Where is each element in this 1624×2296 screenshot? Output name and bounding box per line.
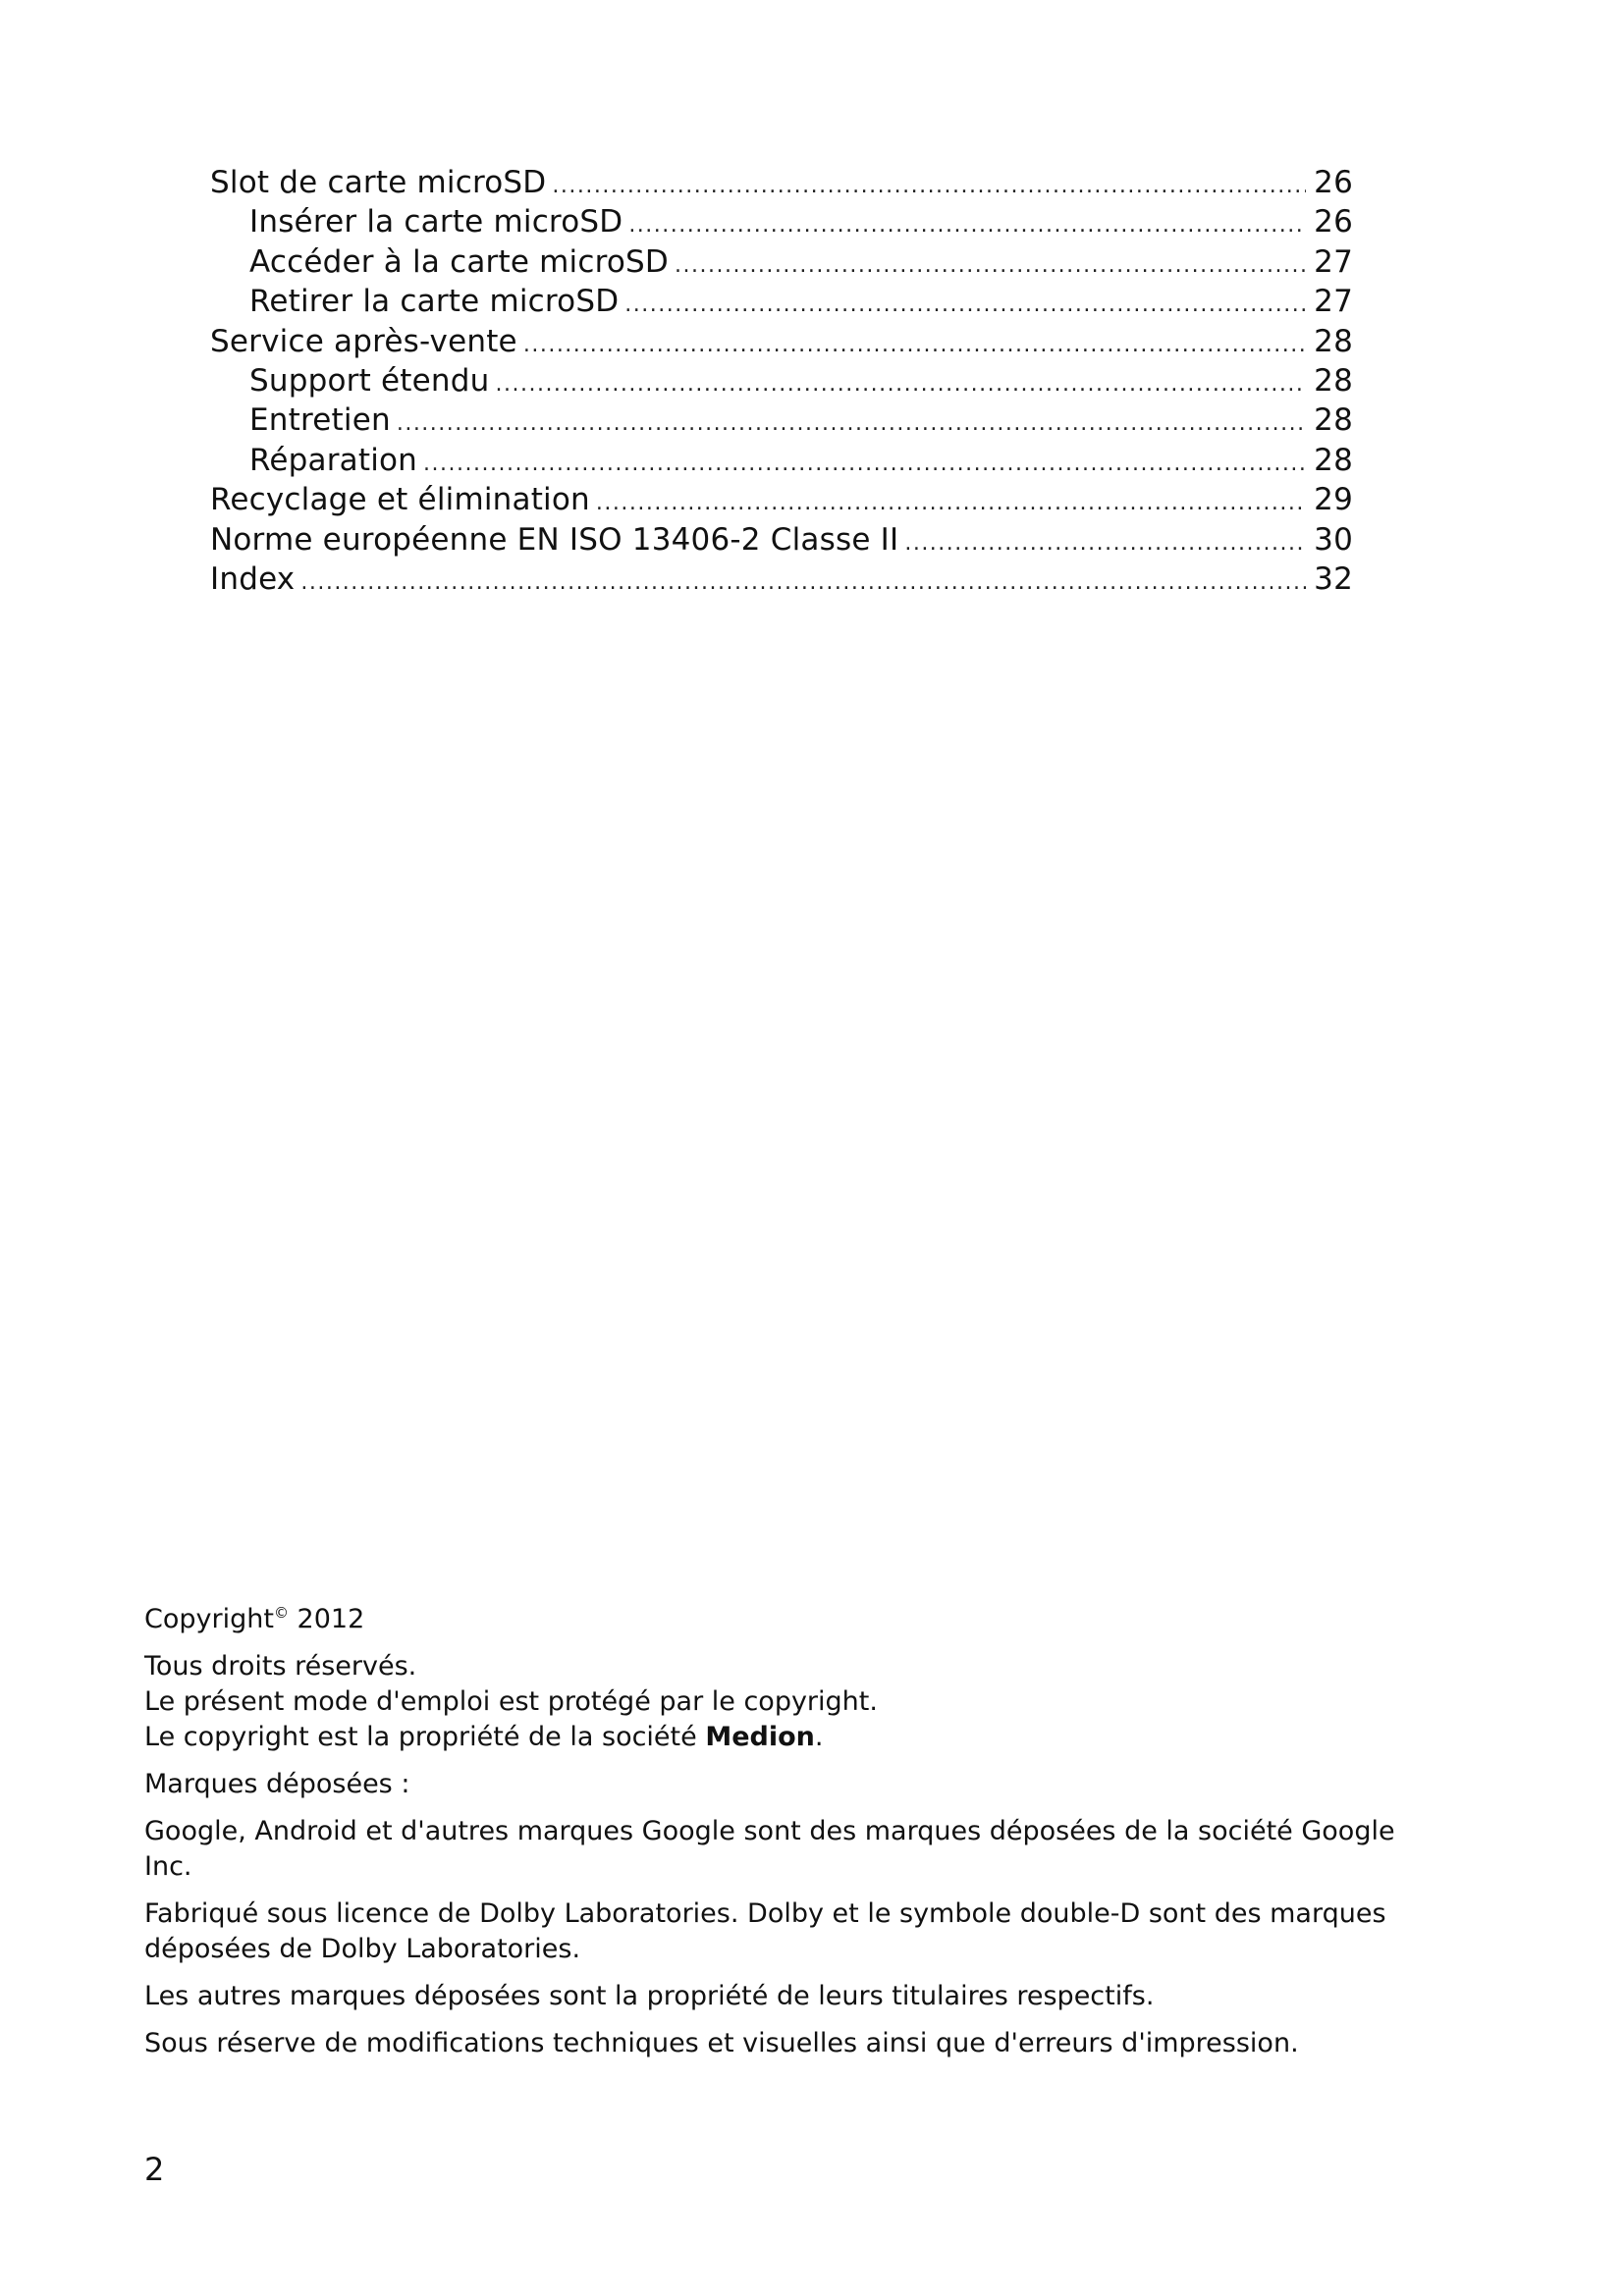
google-trademark-text: Google, Android et d'autres marques Google sont des marques déposées de la société Google Inc. (144, 1816, 1395, 1882)
toc-entry[interactable] (210, 361, 1353, 400)
copyright-year: 2012 (297, 1604, 365, 1634)
toc-entry-title: Retirer la carte microSD (249, 284, 620, 320)
copyright-symbol: © (273, 1604, 289, 1622)
toc-dot-leader (904, 524, 1306, 563)
toc-entry-title: Recyclage et élimination (210, 482, 590, 518)
toc-entry-page: 28 (1314, 442, 1353, 478)
owner-suffix: . (814, 1722, 824, 1752)
toc-entry-title: Entretien (249, 402, 391, 439)
toc-entry[interactable] (210, 202, 1353, 241)
toc-entry[interactable] (210, 520, 1353, 560)
toc-entry[interactable] (210, 480, 1353, 519)
toc-entry-title: Slot de carte microSD (210, 165, 547, 200)
copyright-notice (144, 1602, 1450, 2061)
toc-entry-title: Accéder à la carte microSD (249, 243, 669, 280)
toc-entry[interactable] (210, 282, 1353, 321)
other-trademarks-text: Les autres marques déposées sont la propriété de leurs titulaires respectifs. (144, 1981, 1155, 2011)
toc-dot-leader (624, 286, 1306, 325)
toc-entry[interactable] (210, 400, 1353, 440)
reservation-text: Sous réserve de modifications techniques et visuelles ainsi que d'erreurs d'impression. (144, 2028, 1299, 2058)
toc-entry-page: 29 (1314, 482, 1353, 518)
toc-entry-page: 28 (1314, 362, 1353, 399)
toc-entry-title: Support étendu (249, 362, 490, 399)
toc-entry[interactable] (210, 163, 1353, 202)
owner-line (144, 1720, 1450, 1755)
toc-entry-page: 28 (1314, 402, 1353, 439)
toc-entry[interactable] (210, 322, 1353, 361)
toc-entry-title: Index (210, 561, 296, 597)
owner-brand-name: Medion (705, 1722, 815, 1752)
dolby-trademark-text-line-1: Fabriqué sous licence de Dolby Laboratories. Dolby et le symbole double-D sont des marques (144, 1898, 1386, 1929)
toc-entry-title: Insérer la carte microSD (249, 204, 623, 240)
toc-dot-leader (397, 404, 1306, 444)
toc-dot-leader (675, 246, 1306, 286)
toc-entry-page: 30 (1314, 521, 1353, 558)
rights-reserved-text: Tous droits réservés. (144, 1651, 417, 1682)
table-of-contents (210, 163, 1353, 599)
toc-dot-leader (423, 445, 1306, 484)
toc-entry-page: 28 (1314, 323, 1353, 359)
toc-dot-leader (300, 563, 1306, 603)
owner-prefix: Le copyright est la propriété de la société (144, 1722, 706, 1752)
toc-entry-page: 26 (1314, 204, 1353, 240)
toc-dot-leader (523, 326, 1306, 365)
trademarks-heading: Marques déposées : (144, 1769, 410, 1799)
protected-text: Le présent mode d'emploi est protégé par le copyright. (144, 1686, 878, 1717)
copyright-line (144, 1602, 1450, 1637)
toc-dot-leader (495, 365, 1306, 404)
toc-entry-title: Service après-vente (210, 323, 517, 359)
toc-dot-leader (628, 206, 1306, 245)
toc-entry-page: 26 (1314, 165, 1353, 200)
page-number: 2 (144, 2151, 165, 2188)
copyright-word: Copyright (144, 1604, 274, 1634)
toc-dot-leader (552, 167, 1306, 206)
toc-entry-title: Réparation (249, 442, 418, 478)
toc-entry[interactable] (210, 242, 1353, 282)
toc-entry-title: Norme européenne EN ISO 13406-2 Classe II (210, 521, 899, 558)
toc-entry[interactable] (210, 560, 1353, 599)
dolby-trademark-text-line-2: déposées de Dolby Laboratories. (144, 1934, 581, 1964)
toc-dot-leader (596, 484, 1306, 523)
toc-entry-page: 27 (1314, 284, 1353, 320)
toc-entry-page: 32 (1314, 561, 1353, 597)
toc-entry-page: 27 (1314, 243, 1353, 280)
toc-entry[interactable] (210, 441, 1353, 480)
